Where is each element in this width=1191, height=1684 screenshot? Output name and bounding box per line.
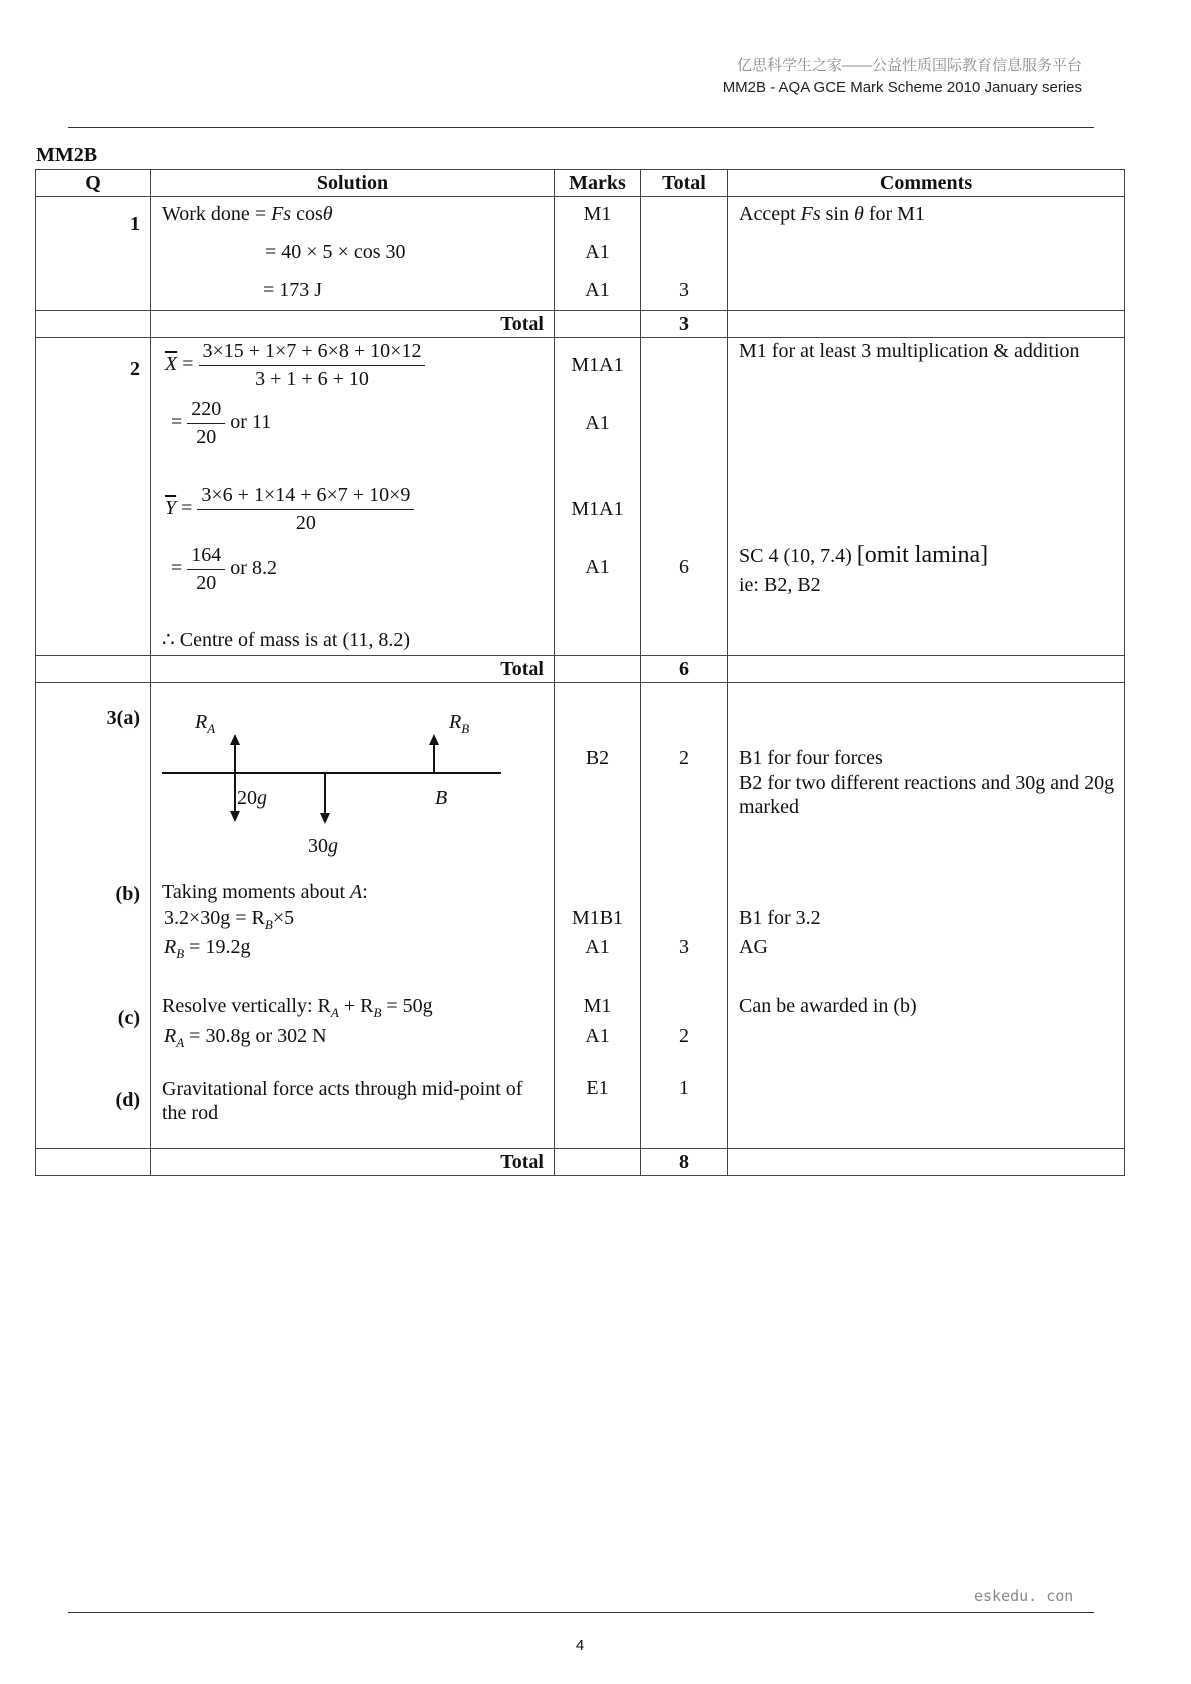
col-total: Total — [641, 170, 728, 197]
solution-line: $3.2\times 30g = R_B\times 5$ — [164, 907, 295, 932]
force-diagram — [151, 683, 555, 863]
total-label: Total — [151, 1149, 555, 1176]
total-value: 3 — [641, 311, 728, 338]
comments-cell: M1 for at least 3 multiplication & addition SC 4 (10, 7.4) [omit lamina] ie: B2, B2 — [728, 338, 1125, 656]
marks-cell: B2 M1B1 A1 M1 A1 E1 — [555, 683, 641, 1149]
y-bar-result: = $\frac{164}{20}$ or 8.2 — [171, 544, 277, 594]
total-value: 8 — [641, 1149, 728, 1176]
weight-20g-arrowhead — [230, 811, 240, 822]
marks-cell: M1 A1 A1 — [555, 197, 641, 311]
col-solution: Solution — [151, 170, 555, 197]
label-20g: 20g — [237, 787, 267, 809]
question-number: 1 — [36, 197, 151, 311]
question-3-row — [36, 683, 1125, 1149]
comments-cell: Accept Fs sin θ for M1 — [728, 197, 1125, 311]
reaction-b-arrowhead — [429, 734, 439, 745]
solution-cell — [151, 683, 555, 1149]
total-label: Total — [151, 311, 555, 338]
solution-line: $R_A = 30.8g$ or 302 N — [164, 1025, 327, 1050]
question-number: 2 — [36, 338, 151, 656]
solution-line: = 173 J — [263, 279, 323, 301]
x-bar-equation: $\overline{X}$ = $\frac{3\times 15 + 1\times 7 + 6\times 8 + 10\times 12}{3 + 1 + 6 + 10}$ — [165, 340, 425, 391]
mark-scheme-table — [35, 169, 1125, 1176]
question-2-row — [36, 338, 1125, 656]
solution-line: = 40 × 5 × cos 30 — [265, 241, 406, 263]
label-30g: 30g — [308, 835, 338, 857]
solution-line: Taking moments about A: — [162, 881, 368, 903]
total-cell: 3 — [641, 197, 728, 311]
comments-cell: B1 for four forces B2 for two different reactions and 30g and 20g marked B1 for 3.2 AG Can be awarded in (b) — [728, 683, 1125, 1149]
x-bar-result: = $\frac{220}{20}$ or 11 — [171, 398, 272, 448]
col-marks: Marks — [555, 170, 641, 197]
col-comments: Comments — [728, 170, 1125, 197]
footer-brand: eskedu. con — [974, 1587, 1074, 1605]
header-document-title: MM2B - AQA GCE Mark Scheme 2010 January series — [722, 79, 1082, 96]
y-bar-equation: $\overline{Y}$ = $\frac{3\times 6 + 1\times 14 + 6\times 7 + 10\times 9}{20}$ — [165, 484, 414, 535]
solution-line: Resolve vertically: $R_A + R_B = 50g$ — [162, 995, 433, 1020]
header-site-title: 亿思科学生之家——公益性质国际教育信息服务平台 — [736, 57, 1082, 74]
solution-line: $R_B = 19.2g$ — [164, 936, 251, 961]
table-header-row — [36, 170, 1125, 197]
question-1-row — [36, 197, 1125, 311]
weight-30g-arrowhead — [320, 813, 330, 824]
solution-cell — [151, 338, 555, 656]
solution-line: Gravitational force acts through mid-point of the rod — [162, 1078, 523, 1124]
solution-line: Work done = Fs cosθ — [162, 203, 333, 225]
section-title: MM2B — [36, 144, 98, 166]
conclusion: ∴ Centre of mass is at (11, 8.2) — [162, 629, 411, 651]
marks-cell: M1A1 A1 M1A1 A1 — [555, 338, 641, 656]
col-q: Q — [36, 170, 151, 197]
reaction-a-arrowhead — [230, 734, 240, 745]
question-number: 3(a) (b) (c) (d) — [36, 683, 151, 1149]
solution-cell — [151, 197, 555, 311]
label-b: B — [435, 787, 448, 809]
total-cell: 6 — [641, 338, 728, 656]
total-label: Total — [151, 656, 555, 683]
label-rb: $R_B$ — [449, 711, 470, 736]
total-row — [36, 311, 1125, 338]
total-cell: 2 3 2 1 — [641, 683, 728, 1149]
page-number: 4 — [575, 1637, 585, 1654]
label-ra: $R_A$ — [195, 711, 216, 736]
footer-rule — [68, 1612, 1094, 1613]
total-row — [36, 1149, 1125, 1176]
header-rule — [68, 127, 1094, 128]
total-row — [36, 656, 1125, 683]
total-value: 6 — [641, 656, 728, 683]
